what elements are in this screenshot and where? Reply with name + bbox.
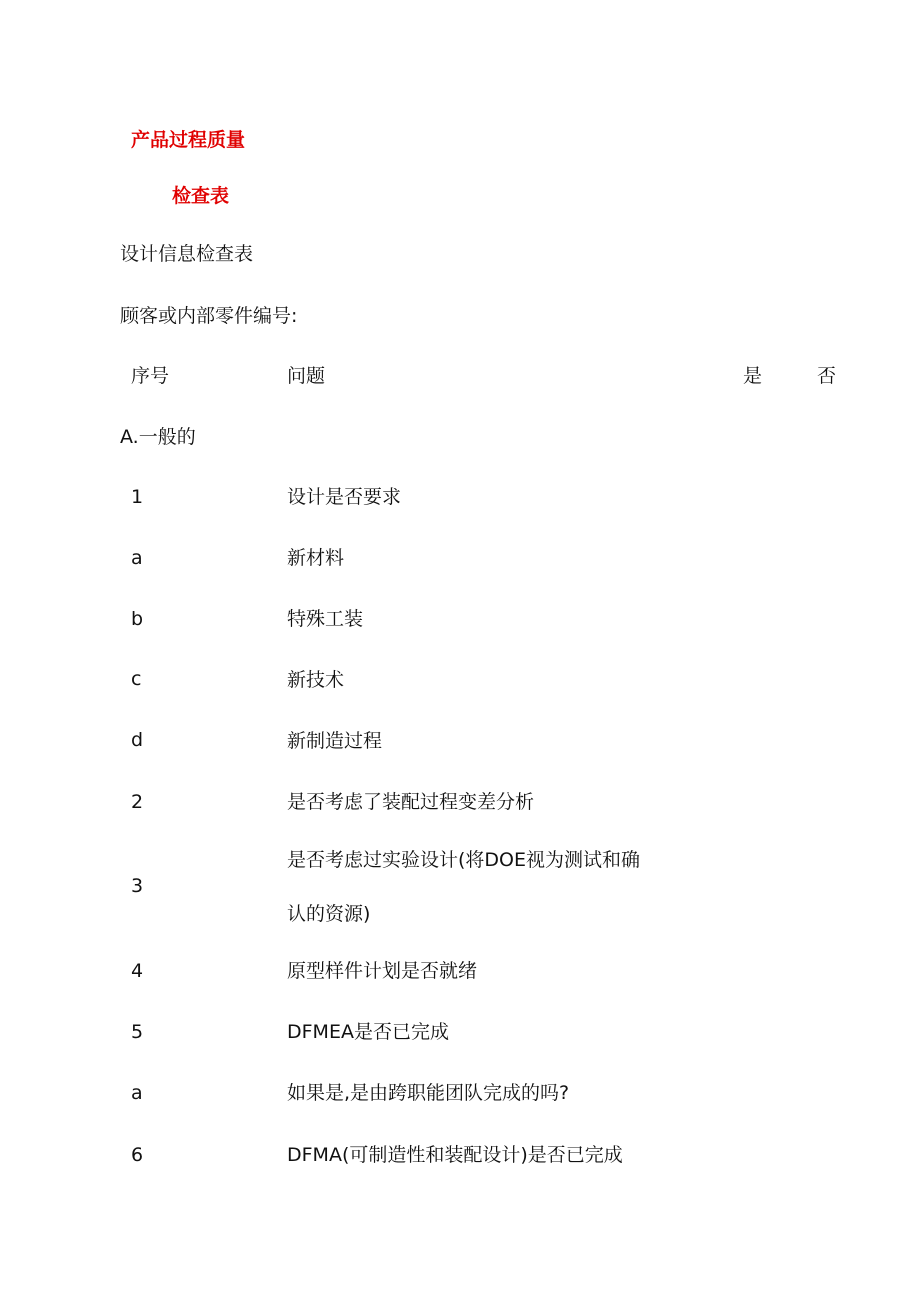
row-num: 3 bbox=[131, 875, 144, 897]
row-num: 2 bbox=[131, 791, 144, 813]
row-num: 4 bbox=[131, 960, 144, 982]
row-question: 是否考虑了装配过程变差分析 bbox=[287, 791, 535, 813]
row-num: 5 bbox=[131, 1021, 144, 1043]
header-yes: 是 bbox=[743, 365, 763, 387]
row-question: DFMA(可制造性和装配设计)是否已完成 bbox=[287, 1144, 623, 1166]
row-num: b bbox=[131, 608, 144, 630]
row-question-continued: 认的资源) bbox=[287, 903, 371, 925]
header-seq: 序号 bbox=[131, 365, 170, 387]
row-question: 新制造过程 bbox=[287, 730, 383, 752]
row-num: 6 bbox=[131, 1144, 144, 1166]
row-question: 原型样件计划是否就绪 bbox=[287, 960, 478, 982]
row-question: DFMEA是否已完成 bbox=[287, 1021, 449, 1043]
part-number-label: 顾客或内部零件编号: bbox=[120, 305, 298, 327]
row-question: 是否考虑过实验设计(将DOE视为测试和确 bbox=[287, 849, 641, 871]
row-question: 新技术 bbox=[287, 669, 345, 691]
row-num: d bbox=[131, 729, 144, 751]
row-num: 1 bbox=[131, 486, 144, 508]
row-num: a bbox=[131, 1082, 143, 1104]
row-question: 新材料 bbox=[287, 547, 345, 569]
header-no: 否 bbox=[817, 365, 837, 387]
row-question: 设计是否要求 bbox=[287, 486, 402, 508]
doc-title-line1: 产品过程质量 bbox=[131, 129, 246, 151]
row-num: a bbox=[131, 547, 143, 569]
header-question: 问题 bbox=[287, 365, 326, 387]
doc-title-line2: 检查表 bbox=[172, 185, 230, 207]
row-question: 如果是,是由跨职能团队完成的吗? bbox=[287, 1082, 570, 1104]
section-heading: A.一般的 bbox=[120, 426, 196, 448]
doc-subtitle: 设计信息检查表 bbox=[120, 243, 254, 265]
row-question: 特殊工装 bbox=[287, 608, 364, 630]
row-num: c bbox=[131, 668, 142, 690]
